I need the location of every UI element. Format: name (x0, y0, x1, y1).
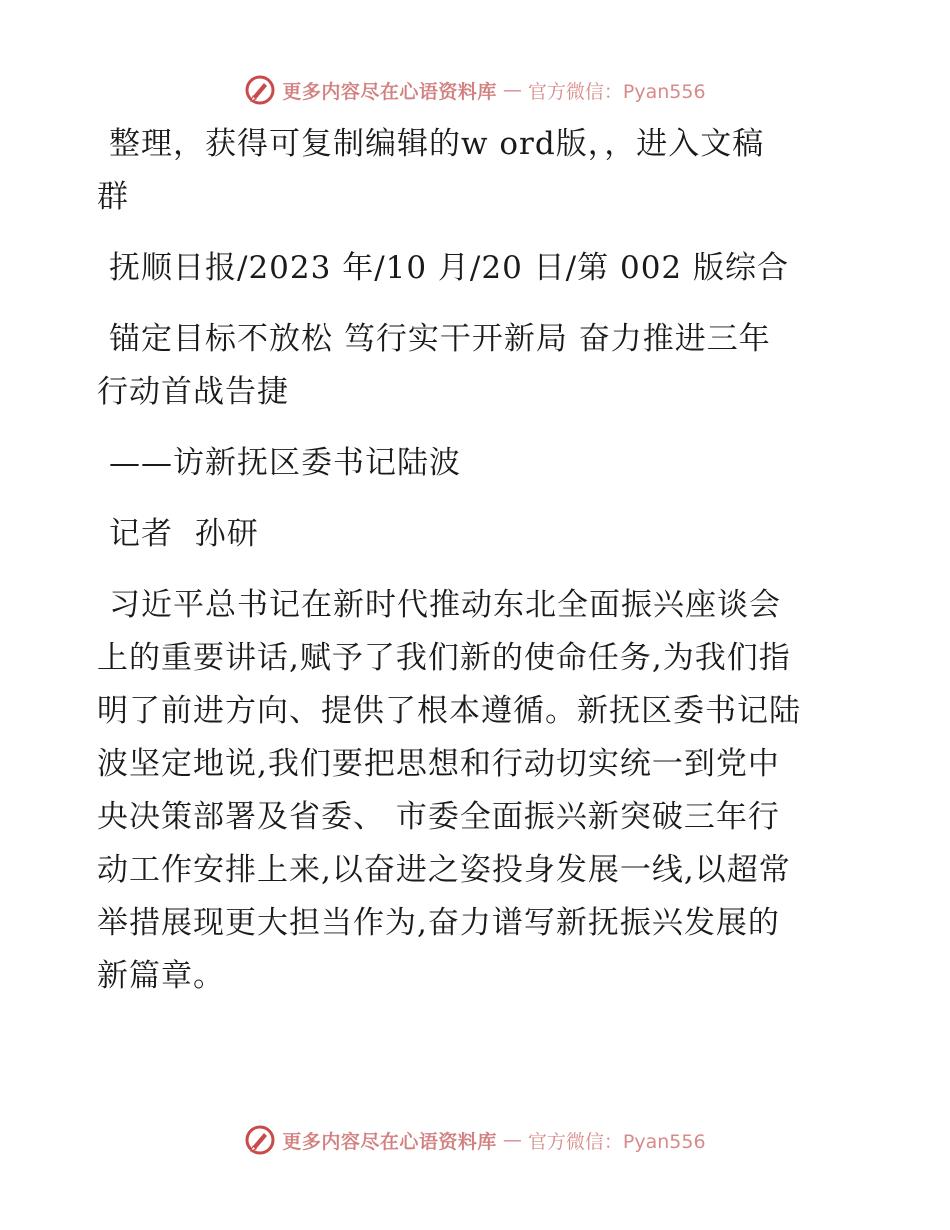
reporter-line: 记者 孙研 (109, 516, 259, 552)
article-subtitle: ——访新抚区委书记陆波 (109, 445, 461, 481)
body-line: 举措展现更大担当作为,奋力谱写新抚振兴发展的 (97, 905, 780, 941)
banner-title: 更多内容尽在心语资料库 (282, 1130, 497, 1153)
source-line: 抚顺日报/2023 年/10 月/20 日/第 002 版综合 (109, 250, 790, 286)
intro-line: 整理，获得可复制编辑的w ord版，，进入文稿 (109, 126, 765, 162)
body-line: 新篇章。 (97, 958, 225, 994)
body-line: 习近平总书记在新时代推动东北全面振兴座谈会 (109, 587, 781, 623)
body-line: 上的重要讲话,赋予了我们新的使命任务,为我们指 (97, 640, 791, 676)
pen-logo-icon (244, 1124, 276, 1156)
body-line: 波坚定地说,我们要把思想和行动切实统一到党中 (97, 746, 780, 782)
banner-wechat: 官方微信：Pyan556 (527, 1130, 706, 1153)
article-title: 锚定目标不放松 笃行实干开新局 奋力推进三年 (109, 321, 771, 357)
banner-separator: — (502, 79, 522, 101)
banner-inner (244, 1124, 705, 1156)
banner-separator: — (502, 1129, 522, 1151)
body-line: 动工作安排上来,以奋进之姿投身发展一线,以超常 (97, 852, 791, 888)
body-line: 央决策部署及省委、 市委全面振兴新突破三年行 (97, 799, 780, 835)
document-content (97, 118, 857, 1003)
pen-logo-icon (244, 74, 276, 106)
intro-line-continued: 群 (97, 179, 129, 215)
banner-wechat: 官方微信：Pyan556 (527, 80, 706, 103)
header-banner (0, 70, 950, 110)
body-paragraph (97, 579, 857, 1003)
article-title-continued: 行动首战告捷 (97, 374, 289, 410)
banner-inner (244, 74, 705, 106)
footer-banner (0, 1120, 950, 1160)
banner-title: 更多内容尽在心语资料库 (282, 80, 497, 103)
body-line: 明了前进方向、提供了根本遵循。新抚区委书记陆 (97, 693, 801, 729)
